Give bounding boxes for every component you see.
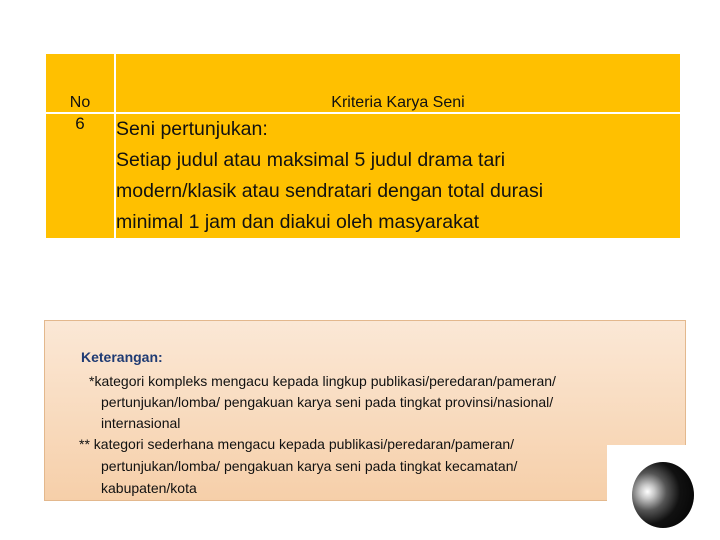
header-no: No: [45, 53, 115, 113]
row-number: 6: [45, 113, 115, 239]
note-line: kabupaten/kota: [101, 480, 197, 496]
note-line: internasional: [101, 415, 181, 431]
note-line: pertunjukan/lomba/ pengakuan karya seni pada tingkat kecamatan/: [101, 458, 518, 474]
table-row: [45, 113, 681, 239]
decorative-sphere-icon: [632, 462, 694, 528]
note-line: ** kategori sederhana mengacu kepada publikasi/peredaran/pameran/: [79, 436, 515, 452]
note-box: [44, 320, 686, 501]
row-criteria: [115, 113, 681, 239]
criteria-table: [44, 52, 682, 240]
criteria-line: Setiap judul atau maksimal 5 judul drama tari: [116, 149, 506, 171]
note-title: Keterangan:: [81, 349, 163, 365]
criteria-line: Seni pertunjukan:: [116, 118, 268, 140]
note-line: *kategori kompleks mengacu kepada lingkup publikasi/peredaran/pameran/: [89, 373, 556, 389]
criteria-line: modern/klasik atau sendratari dengan total durasi: [116, 180, 544, 202]
note-line: pertunjukan/lomba/ pengakuan karya seni pada tingkat provinsi/nasional/: [101, 394, 554, 410]
header-kriteria: Kriteria Karya Seni: [115, 53, 681, 113]
table-header-row: [45, 53, 681, 113]
criteria-line: minimal 1 jam dan diakui oleh masyarakat: [116, 211, 480, 233]
